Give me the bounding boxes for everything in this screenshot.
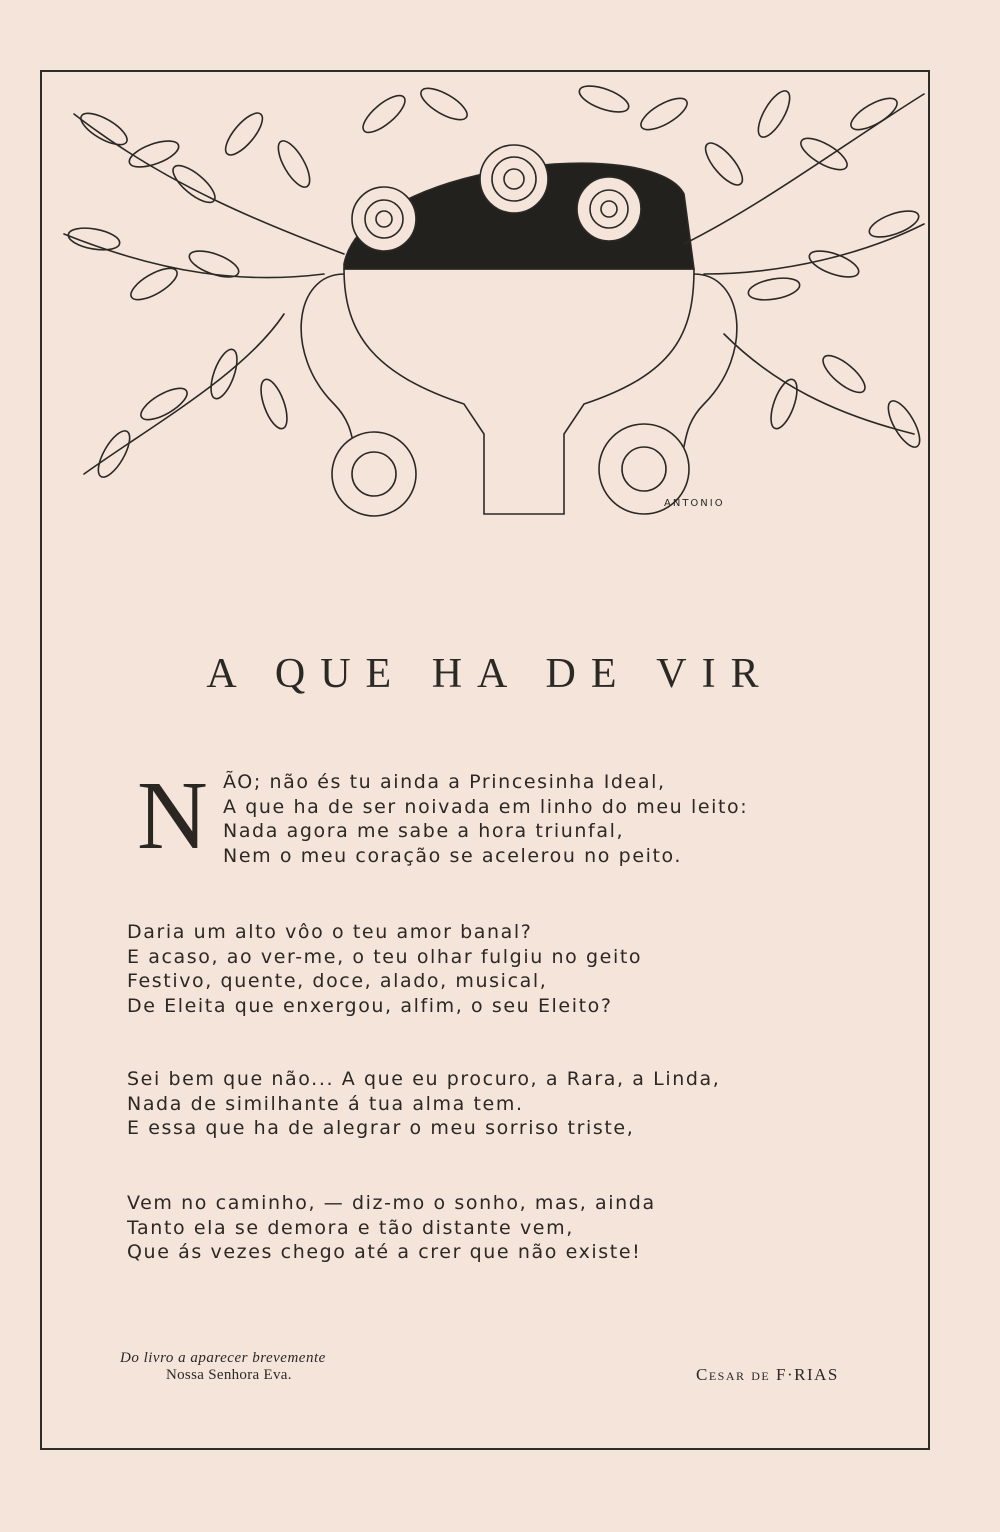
book-title: Nossa Senhora Eva. [166,1367,292,1383]
poem-line: E essa que ha de alegrar o meu sorriso triste, [127,1117,635,1139]
floral-vase-illustration [44,74,934,524]
poem-line: De Eleita que enxergou, alfim, o seu Eleito? [127,994,613,1017]
poem-line: Daria um alto vôo o teu amor banal? [127,921,533,943]
poem-line: Que ás vezes chego até a crer que não existe! [127,1241,642,1263]
poem-line: A que ha de ser noivada em linho do meu leito: [223,795,749,818]
source-line: Do livro a aparecer brevemente [120,1350,326,1366]
poem-line: Festivo, quente, doce, alado, musical, [127,970,548,992]
stanza-2 [127,920,642,1018]
source-note [120,1350,326,1384]
flower-icon [480,145,548,213]
poem-line: Nem o meu coração se acelerou no peito. [223,844,683,867]
poem-line: Vem no caminho, — diz-mo o sonho, mas, ainda [127,1192,656,1214]
flower-icon [577,177,641,241]
poem-line: Nada de similhante á tua alma tem. [127,1092,524,1115]
author-name: Cesar de F·RIAS [696,1365,839,1384]
stanza-3 [127,1067,720,1141]
poem-line: Nada agora me sabe a hora triunfal, [223,820,625,842]
drop-cap: N [137,762,208,870]
poem-line: E acaso, ao ver-me, o teu olhar fulgiu no geito [127,945,643,968]
flower-icon [352,187,416,251]
poem-line: Tanto ela se demora e tão distante vem, [127,1216,574,1239]
poem-line: Sei bem que não... A que eu procuro, a Rara, a Linda, [127,1068,721,1090]
stanza-1 [127,762,749,870]
poem-line: ÃO; não és tu ainda a Princesinha Ideal, [223,771,666,793]
poem-title: A QUE HA DE VIR [206,651,774,698]
stanza-4 [127,1191,656,1265]
artist-signature: ANTONIO [664,498,725,509]
